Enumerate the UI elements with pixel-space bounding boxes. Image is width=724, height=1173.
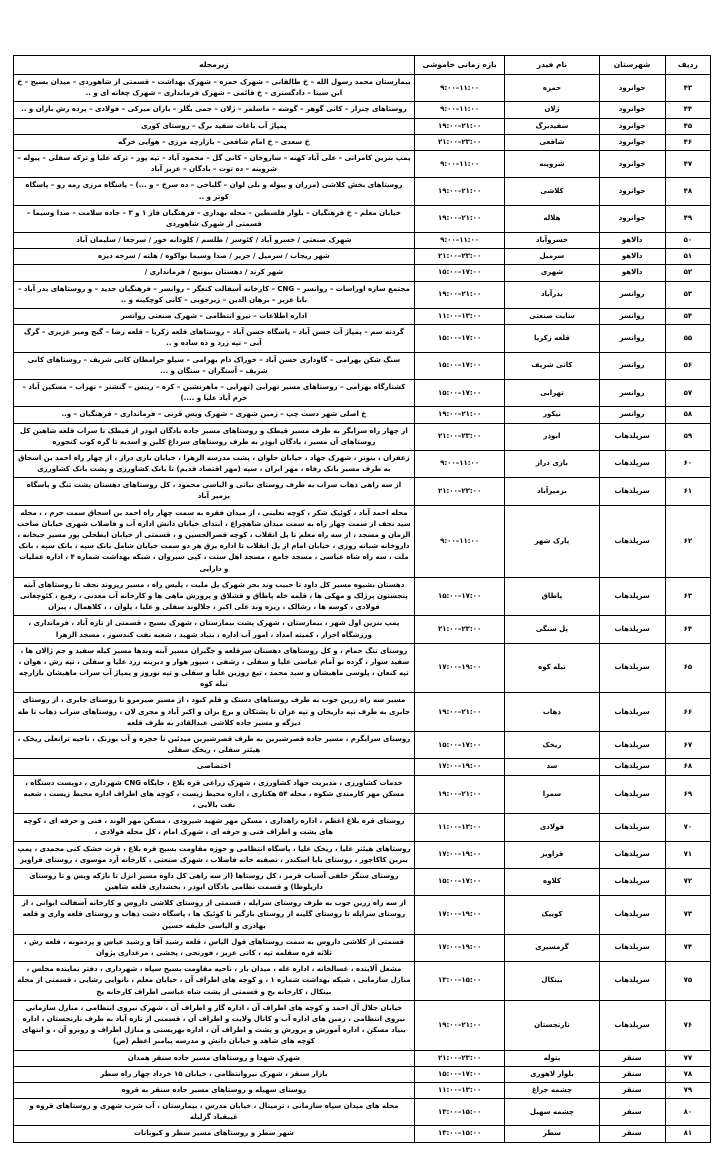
feeder-name-cell: پاطاق (505, 577, 599, 616)
table-row (14, 577, 711, 616)
county-cell: روانسر (599, 379, 665, 406)
county-cell: جوانرود (599, 75, 665, 102)
county-cell: جوانرود (599, 205, 665, 232)
outage-time-cell: ۲۱:۰۰–۲۳:۰۰ (414, 478, 505, 505)
outage-time-cell: ۱۵:۰۰–۱۷:۰۰ (414, 379, 505, 406)
table-row (14, 178, 711, 205)
table-header-row (14, 56, 711, 75)
table-row (14, 102, 711, 118)
table-row (14, 1066, 711, 1082)
county-cell: سرپلذهاب (599, 759, 665, 775)
county-cell: روانسر (599, 309, 665, 325)
row-number-cell: ۵۹ (665, 423, 710, 450)
feeder-name-cell: کلاوه (505, 868, 599, 895)
sub-neighborhood-cell: روستای قره بلاغ اعظم ، اداره راهداری ، مسکن مهر شهید شیرودی ، مسکن مهر الوند ، فنی و حرفه ای ، کوچه های پشت و اطراف فنی و حرفه ای ، شهرک امام ، کل محله فولادی ، (14, 814, 415, 841)
row-number-cell: ۶۰ (665, 450, 710, 477)
table-row (14, 1126, 711, 1142)
county-cell: جوانرود (599, 118, 665, 134)
sub-neighborhood-cell: بیمارستان محمد رسول الله – خ طالقانی – شهرک حمزه – شهرک بهداشت – قسمتی از شاهوردی – میدان بسیج – خ ابن سینا – دادگستری – خ قائمی – شهرک فرمانداری – شهرک چغانه ای و .. (14, 75, 415, 102)
feeder-name-cell: بلوار لاهوری (505, 1066, 599, 1082)
row-number-cell: ۷۶ (665, 1000, 710, 1050)
table-row (14, 352, 711, 379)
table-row (14, 693, 711, 732)
table-row (14, 1099, 711, 1126)
row-number-cell: ۵۴ (665, 309, 710, 325)
county-cell: دالاهو (599, 265, 665, 281)
outage-time-cell: ۱۷:۰۰–۱۹:۰۰ (414, 896, 505, 935)
table-row (14, 75, 711, 102)
table-row (14, 281, 711, 308)
feeder-name-cell: قلعه زکریا (505, 325, 599, 352)
sub-neighborhood-cell: شهر سطر و روستاهای مسیر سطر و کیونانات (14, 1126, 415, 1142)
outage-time-cell: ۱۵:۰۰–۱۷:۰۰ (414, 577, 505, 616)
county-cell: سرپلذهاب (599, 505, 665, 577)
sub-neighborhood-cell: خیابان معلم – خ فرهنگیان – بلوار فلسطین – محله بهداری – فرهنگیان فاز ۱ و ۳ – جاده سلامت – صدا وسیما – قسمتی از شهرک شاهوردی (14, 205, 415, 232)
table-row (14, 616, 711, 643)
sub-neighborhood-cell: شهرک شهدا و روستاهای مسیر جاده سنقر همدان (14, 1050, 415, 1066)
sub-neighborhood-cell: روستای سهیله و روستاهای مسیر جاده سنقر به قروه (14, 1082, 415, 1098)
outage-time-cell: ۱۷:۰۰–۱۹:۰۰ (414, 841, 505, 868)
sub-neighborhood-cell: سنگ شکن بهرامی – گاوداری حسن آباد – خوراک دام بهرامی – سیلو جرامطان کانی شریف – روستاهای کانی شریف – آسنگران – سنگان و ... (14, 352, 415, 379)
row-number-cell: ۷۳ (665, 896, 710, 935)
sub-neighborhood-cell: محله های میدان سپاه سازمانی ، ترمینال ، خیابان مدرس ، بیمارستان ، آب شرب شهری و روستاهای قروه و غیبقباد گزلیله (14, 1099, 415, 1126)
table-row (14, 643, 711, 693)
county-cell: سرپلذهاب (599, 868, 665, 895)
county-cell: سنقر (599, 1099, 665, 1126)
outage-time-cell: ۱۳:۰۰–۱۵:۰۰ (414, 1126, 505, 1142)
feeder-name-cell: ریخک (505, 732, 599, 759)
county-cell: سرپلذهاب (599, 896, 665, 935)
outage-time-cell: ۱۷:۰۰–۱۹:۰۰ (414, 759, 505, 775)
outage-time-cell: ۱۹:۰۰–۲۱:۰۰ (414, 693, 505, 732)
sub-neighborhood-cell: خ اصلی شهر دست چپ – زمین شهری – شهرک ویس قرنی – فرمانداری – فرهنگیان – و.. (14, 407, 415, 423)
row-number-cell: ۵۱ (665, 249, 710, 265)
county-cell: سرپلذهاب (599, 643, 665, 693)
county-cell: جوانرود (599, 178, 665, 205)
sub-neighborhood-cell: شهر ریجاب / سرمیل / حریر / صدا وسیما نواکوه / هلته / سرخه دیزه (14, 249, 415, 265)
outage-time-cell: ۲۱:۰۰–۲۳:۰۰ (414, 616, 505, 643)
feeder-name-cell: پل سنگی (505, 616, 599, 643)
sub-neighborhood-cell: از چهار راه سرایگر به طرف مسیر قیطک و روستاهای مسیر جاده بادگان ابوذر از قیطک تا سراب قلعه شاهین کل روستاهای آن مسیر ، بادگان ابوذر به طرف روستاهای سرداغ کلین و اسدیه تا گره کوب کنجوره (14, 423, 415, 450)
table-row (14, 962, 711, 1001)
feeder-name-cell: سرمیل (505, 249, 599, 265)
outage-time-cell: ۱۷:۰۰–۱۹:۰۰ (414, 934, 505, 961)
county-cell: سرپلذهاب (599, 962, 665, 1001)
table-row (14, 134, 711, 150)
feeder-name-cell: نارنجستان (505, 1000, 599, 1050)
outage-time-cell: ۹:۰۰–۱۱:۰۰ (414, 75, 505, 102)
row-number-cell: ۶۲ (665, 505, 710, 577)
county-cell: سنقر (599, 1126, 665, 1142)
county-cell: روانسر (599, 325, 665, 352)
feeder-name-cell: بدرآباد (505, 281, 599, 308)
outage-time-cell: ۱۹:۰۰–۲۱:۰۰ (414, 118, 505, 134)
sub-neighborhood-cell: خیابان جلال آل احمد و کوچه های اطراف آن ، اداره گاز و اطراف آن ، شهرک نیروی انتظامی ، منازل سازمانی نیروی انتظامی ، زمین های اداره آب و کانال ولایت و اطراف آن ، قسمتی از تازه آباد به طرف نارنجستان ، اداره بنیاد مسکن ، اداره آموزش و پرورش و پشت و اطراف آن ، اداره بهزیستی و منازل اطراف و روبرو آن ، و انتهای کوچه های شاهد و خیابان دانش و مدرسه پیامبر اعظم (ص) (14, 1000, 415, 1050)
feeder-name-cell: سایت صنعتی (505, 309, 599, 325)
sub-neighborhood-cell: اداره اطلاعات – نیرو انتظامی – شهرک صنعتی روانسر (14, 309, 415, 325)
outage-time-cell: ۱۷:۰۰–۱۹:۰۰ (414, 643, 505, 693)
county-cell: سرپلذهاب (599, 450, 665, 477)
table-row (14, 841, 711, 868)
row-number-cell: ۴۹ (665, 205, 710, 232)
sub-neighborhood-cell: از سه راه زرین جوب به طرف روستای سراپله ، قسمتی از روستای کلاشی داروس و کارخانه آسفالت ایوانی ، از روستای سراپله تا روستای گلینه از روستای بازگیر تا کوئیک ها ، پاسگاه دشت ذهاب و روستای قلعه واری و قلعه بهادری و الیاسی خلیفه حسین (14, 896, 415, 935)
outage-time-cell: ۹:۰۰–۱۱:۰۰ (414, 505, 505, 577)
sub-neighborhood-cell: زعفران ، بنوتر ، شهرک جهاد ، خیابان حلوان ، پشت مدرسه الزهرا ، خیابان بازی دراز ، از چهار راه احمد بن اسحاق به طرف مسیر بانک رفاه ، مهر ایران ، سپه (مهر اقتصاد قدیم) تا بانک کشاورزی و پشت بانک کشاورزی (14, 450, 415, 477)
row-number-cell: ۵۵ (665, 325, 710, 352)
sub-neighborhood-cell: روستاهای هیئتر علیا ، ریخک علیا ، پاسگاه انتظامی و حوزه مقاومت بسیج قره بلاغ ، قرث خشک کنی محمدی ، پمپ بنزین کاکاجور ، روستای بابا اسکندر ، تصفیه خانه فاضلاب ، شهرک صنعتی ، کارخانه آرد موسوی ، روستای قراویز (14, 841, 415, 868)
feeder-name-cell: فولادی (505, 814, 599, 841)
sub-neighborhood-cell: روستاهای بخش کلاشی (مزران و پیوله و بلی لوان – گلباخی – ده سرخ – و ...) – پاسگاه مرزی رمه رو – پاسگاه کوتر و .. (14, 178, 415, 205)
county-cell: روانسر (599, 407, 665, 423)
outage-time-cell: ۱۵:۰۰–۱۷:۰۰ (414, 265, 505, 281)
feeder-name-cell: کوییک (505, 896, 599, 935)
county-cell: سنقر (599, 1066, 665, 1082)
sub-neighborhood-cell: پمپاژ آب باغات سفید برگ – روستای کوری (14, 118, 415, 134)
feeder-name-cell: ذهاب (505, 693, 599, 732)
table-row (14, 118, 711, 134)
row-number-cell: ۶۳ (665, 577, 710, 616)
county-cell: سرپلذهاب (599, 775, 665, 814)
outage-time-cell: ۱۹:۰۰–۲۱:۰۰ (414, 178, 505, 205)
header-sub-neighborhood: زیرمحله (14, 56, 415, 75)
outage-time-cell: ۱۳:۰۰–۱۵:۰۰ (414, 1099, 505, 1126)
outage-time-cell: ۹:۰۰–۱۱:۰۰ (414, 150, 505, 177)
row-number-cell: ۵۷ (665, 379, 710, 406)
outage-time-cell: ۱۹:۰۰–۲۱:۰۰ (414, 1000, 505, 1050)
feeder-name-cell: سمرا (505, 775, 599, 814)
header-county: شهرستان (599, 56, 665, 75)
row-number-cell: ۶۷ (665, 732, 710, 759)
county-cell: سرپلذهاب (599, 478, 665, 505)
sub-neighborhood-cell: روستای تنگ حمام ، و کل روستاهای دهستان سرقلعه و جگیران مسیر آبنه وندها مسیر کیله سفید و جم ژالان ها ، سفید سوار ، گرده نو آمام عباسی علیا و سفلی ، رشفی ، سپور هوار و دیرینه زرد علیا و سفلی ، تپه رش ، هوان ، تپه کنعان ، پلوسی ماهیشان و سید محمد ، تیغ روزین علیا و سفلی و تپه نوروز و پمپاژ آب سراب ماهیشان بازارچه تیله کوه (14, 643, 415, 693)
table-row (14, 505, 711, 577)
county-cell: دالاهو (599, 249, 665, 265)
row-number-cell: ۵۰ (665, 233, 710, 249)
sub-neighborhood-cell: خدمات کشاورزی ، مدیریت جهاد کشاورزی ، شهرک زراعی قره بلاغ ، جایگاه CNG شهرداری ، دویست دستگاه ، مسکن مهر کارمندی شکوه ، محله ۵۴ هکتاری ، اداره محیط زیست ، کوچه های اطراف اداره محیط زیست ، شعبه نفت بالایی ، (14, 775, 415, 814)
table-row (14, 896, 711, 935)
row-number-cell: ۷۲ (665, 868, 710, 895)
table-row (14, 868, 711, 895)
feeder-name-cell: پارک شهر (505, 505, 599, 577)
feeder-name-cell: چشمه جراغ (505, 1082, 599, 1098)
outage-time-cell: ۱۹:۰۰–۲۱:۰۰ (414, 775, 505, 814)
table-row (14, 407, 711, 423)
feeder-name-cell: کانی شریف (505, 352, 599, 379)
sub-neighborhood-cell: پمپ بنزین کامرانی – علی آباد کهنه – ساروخان – کانی گل – محمود آباد – تپه پور – ترکه علیا و ترکه سفلی – پیوله – شروینه – ده توت – بادگان – عزیز آباد (14, 150, 415, 177)
outage-schedule-table (13, 55, 711, 1143)
outage-time-cell: ۱۵:۰۰–۱۷:۰۰ (414, 732, 505, 759)
county-cell: سرپلذهاب (599, 423, 665, 450)
outage-time-cell: ۲۱:۰۰–۲۳:۰۰ (414, 423, 505, 450)
row-number-cell: ۶۹ (665, 775, 710, 814)
row-number-cell: ۸۱ (665, 1126, 710, 1142)
header-row-number: ردیف (665, 56, 710, 75)
outage-time-cell: ۹:۰۰–۱۱:۰۰ (414, 450, 505, 477)
row-number-cell: ۶۱ (665, 478, 710, 505)
county-cell: سرپلذهاب (599, 616, 665, 643)
row-number-cell: ۷۴ (665, 934, 710, 961)
row-number-cell: ۶۴ (665, 616, 710, 643)
table-row (14, 249, 711, 265)
header-outage-time-range: بازه زمانی خاموشی (414, 56, 505, 75)
feeder-name-cell: بازی دراز (505, 450, 599, 477)
outage-time-cell: ۱۳:۰۰–۱۵:۰۰ (414, 962, 505, 1001)
row-number-cell: ۴۵ (665, 118, 710, 134)
outage-time-cell: ۹:۰۰–۱۱:۰۰ (414, 233, 505, 249)
feeder-name-cell: سفیدبرگ (505, 118, 599, 134)
outage-time-cell: ۱۱:۰۰–۱۳:۰۰ (414, 309, 505, 325)
row-number-cell: ۵۶ (665, 352, 710, 379)
outage-time-cell: ۱۱:۰۰–۱۳:۰۰ (414, 814, 505, 841)
feeder-name-cell: ژلان (505, 102, 599, 118)
row-number-cell: ۷۰ (665, 814, 710, 841)
county-cell: جوانرود (599, 102, 665, 118)
sub-neighborhood-cell: پمپ بنزین اول شهر ، بیمارستان ، شهرک پشت بیمارستان ، شهرک بسیج ، قسمتی از تازه آباد ، فرمانداری ، ورزشگاه احرار ، کمیته امداد ، امور آب اداره ، بنیاد شهید ، شعبه نفت کندسوز ، مسجد الزهرا (14, 616, 415, 643)
header-feeder-name: نام فیدر (505, 56, 599, 75)
feeder-name-cell: شافعی (505, 134, 599, 150)
sub-neighborhood-cell: روستای سرایگرم ، مسیر جاده قصرشیرین به طرف قصرشیرین میدئین تا حجره و آب بوزنک ، ناحیه ترانعلی ریخک ، هیئتر سفلی ، ریخک سفلی (14, 732, 415, 759)
row-number-cell: ۵۳ (665, 281, 710, 308)
row-number-cell: ۶۸ (665, 759, 710, 775)
sub-neighborhood-cell: محله احمد آباد ، کوئیک شکر ، کوچه نعلینی ، از میدان فقره به سمت چهار راه احمد بن اسحاق سمت حرم ، ، محله سید نجف از سمت چهار راه به سمت میدان شاهچراغ ، ابتدای خیابان دانش اداره آب و فاضلاب شهری خیابان صاحب الزمان و مسجد ، از سه راه معلم تا پل انقلاب ، کوچه قصرالحسین و ، قسمتی از خیابان ابطحلی پور مسیر جبخانه ، داروخانه شبانه روزی ، خیابان امام از پل انقلاب تا اداره برق هر دو سمت خیابان شامل بانک سپه ، بانک سپه ، بانک ملت ، سه راه شاه عباسی ، مسجد جامع ، مسجد اهل سنت ، کپی سیروان ، شبکه بهداشت شماره ۴ ، اداره عملیات و دارایی (14, 505, 415, 577)
sub-neighborhood-cell: دهستان بشیوه مسیر کل داود تا حبیب وند بجز شهرک پل ملیت ، پلیس راه ، مسیر ریزوند نجف تا روستاهای آبنه پتجستون پرژلک و مهکی ها ، قلمه خله پاطاق و قشلاق و پرورش ماهی ها و کارخانه آب معدنی ، رفیع ، کئوچغانی فولادی ، کوسه ها ، رشالک ، ریزه وند علی اکبر ، جلالوند سفلی و علیا ، پلوان ، ، کلاهمال ، پیران (14, 577, 415, 616)
county-cell: سرپلذهاب (599, 732, 665, 759)
row-number-cell: ۷۹ (665, 1082, 710, 1098)
county-cell: سرپلذهاب (599, 693, 665, 732)
county-cell: سرپلذهاب (599, 841, 665, 868)
table-row (14, 309, 711, 325)
sub-neighborhood-cell: مشعل آلاینده ، غسالخانه ، اداره غله ، میدان بار ، ناحیه مقاومت بسیج سپاه ، شهرداری ، دفتر نماینده مجلس ، منازل سازمانی ، شبکه بهداشت شماره ۱ ، و کوچه های اطراف آن ، خیابان معلم ، نانوایی رشایی ، قسمتی از محله بینکال ، کارخانه یخ و قسمتی از پشت شاه عباسی اطراف کارخانه یخ (14, 962, 415, 1001)
row-number-cell: ۶۵ (665, 643, 710, 693)
table-row (14, 732, 711, 759)
table-row (14, 233, 711, 249)
feeder-name-cell: هلاله (505, 205, 599, 232)
table-row (14, 265, 711, 281)
outage-time-cell: ۱۵:۰۰–۱۷:۰۰ (414, 1066, 505, 1082)
county-cell: جوانرود (599, 134, 665, 150)
outage-time-cell: ۱۵:۰۰–۱۷:۰۰ (414, 325, 505, 352)
county-cell: سرپلذهاب (599, 1000, 665, 1050)
outage-time-cell: ۱۵:۰۰–۱۷:۰۰ (414, 352, 505, 379)
feeder-name-cell: بتوله (505, 1050, 599, 1066)
feeder-name-cell: بینکال (505, 962, 599, 1001)
county-cell: سرپلذهاب (599, 934, 665, 961)
sub-neighborhood-cell: بازار سنقر ، شهرک نیروانتظامی ، خیابان ۱۵ خرداد چهار راه سطر (14, 1066, 415, 1082)
sub-neighborhood-cell: روستای سنگر خلفی آسیاب قرمز ، کل روستاها (از سه راهی کل داوه مسیر انزل تا نازکه ویس و تا روستای داریلوطا) و قسمت نظامی بادگان ابوذر ، بخشداری قلعه شاهین (14, 868, 415, 895)
county-cell: سنقر (599, 1082, 665, 1098)
feeder-name-cell: قراویز (505, 841, 599, 868)
table-row (14, 423, 711, 450)
row-number-cell: ۷۵ (665, 962, 710, 1001)
outage-time-cell: ۱۹:۰۰–۲۱:۰۰ (414, 281, 505, 308)
outage-time-cell: ۲۱:۰۰–۲۳:۰۰ (414, 249, 505, 265)
table-row (14, 478, 711, 505)
sub-neighborhood-cell: شهرک صنعتی / خسرو آباد / کئوسز / طلسم / کلودانه خور / سرجغا / سلیمان آباد (14, 233, 415, 249)
feeder-name-cell: خسروآباد (505, 233, 599, 249)
table-row (14, 1082, 711, 1098)
sub-neighborhood-cell: گردنه سم – پمپاژ آب حسن آباد – پاسگاه حسن آباد – روستاهای قلعه زکریا – قلعه رضا – گیج ومیر عزیزی – گرگ آبی – تپه زرد و ده ساده و .. (14, 325, 415, 352)
feeder-name-cell: نیکور (505, 407, 599, 423)
county-cell: روانسر (599, 281, 665, 308)
row-number-cell: ۷۸ (665, 1066, 710, 1082)
row-number-cell: ۴۴ (665, 102, 710, 118)
row-number-cell: ۴۶ (665, 134, 710, 150)
sub-neighborhood-cell: شهر کرند / دهستان بیونیج / فرمانداری / (14, 265, 415, 281)
outage-time-cell: ۲۱:۰۰–۲۳:۰۰ (414, 1050, 505, 1066)
feeder-name-cell: شروینه (505, 150, 599, 177)
county-cell: جوانرود (599, 150, 665, 177)
county-cell: روانسر (599, 352, 665, 379)
feeder-name-cell: کلاشی (505, 178, 599, 205)
sub-neighborhood-cell: خ سعدی – خ امام شافعی – بازارچه مرزی – هوایی خرگه (14, 134, 415, 150)
sub-neighborhood-cell: اختصاصی (14, 759, 415, 775)
table-row (14, 814, 711, 841)
row-number-cell: ۷۱ (665, 841, 710, 868)
feeder-name-cell: گرمسیری (505, 934, 599, 961)
feeder-name-cell: چشمه سهیل (505, 1099, 599, 1126)
feeder-name-cell: ابوذر (505, 423, 599, 450)
row-number-cell: ۴۸ (665, 178, 710, 205)
table-row (14, 379, 711, 406)
outage-time-cell: ۱۹:۰۰–۲۱:۰۰ (414, 205, 505, 232)
table-row (14, 759, 711, 775)
feeder-name-cell: سد (505, 759, 599, 775)
table-row (14, 205, 711, 232)
sub-neighborhood-cell: روستاهای چنزار – کانی گوهر – گوشه – ماسلمر – ژلان – جمی بگلر – بازان میرکی – فولادی – پرده رش بازان و .. (14, 102, 415, 118)
table-row (14, 450, 711, 477)
feeder-name-cell: سطر (505, 1126, 599, 1142)
row-number-cell: ۵۲ (665, 265, 710, 281)
outage-time-cell: ۹:۰۰–۱۱:۰۰ (414, 102, 505, 118)
row-number-cell: ۶۶ (665, 693, 710, 732)
row-number-cell: ۸۰ (665, 1099, 710, 1126)
table-row (14, 1050, 711, 1066)
sub-neighborhood-cell: قسمتی از کلاشی داروس به سمت روستاهای قول الیاس ، قلعه رشید آقا و رشید عباس و پردمونه ، قلعه رش ، ثلاثه قره سقلمه تپه ، کانی عزیز ، فورنجی ، پخشی ، مرغداری پژوان (14, 934, 415, 961)
county-cell: دالاهو (599, 233, 665, 249)
sub-neighborhood-cell: مسیر سه راه زرین جوب به طرف روستاهای دستک و قلم کبود ، از مسیر صیرمرو تا روستای جابری ، از روستای جابری به طرف تپه داریخان و تپه عزان تا پشتکان و برغ بزان و اکبر آباد و مجری لان ، روستاهای سراب ذهاب تا طه دیزگه و مسیر جاده کلاشی عبدالقادر به طرف قلعه (14, 693, 415, 732)
feeder-name-cell: تیله کوه (505, 643, 599, 693)
table-row (14, 150, 711, 177)
table-row (14, 1000, 711, 1050)
outage-time-cell: ۱۵:۰۰–۱۷:۰۰ (414, 868, 505, 895)
feeder-name-cell: بزمیرآباد (505, 478, 599, 505)
feeder-name-cell: تهرابی (505, 379, 599, 406)
county-cell: سرپلذهاب (599, 814, 665, 841)
row-number-cell: ۷۷ (665, 1050, 710, 1066)
sub-neighborhood-cell: کشتارگاه بهرامی – روستاهای مسیر تهرابی (تهرابی – ماهرنشین – کره – رییس – گنشتر – تهراب – مسکین آباد – خرم آباد علیا و ....) (14, 379, 415, 406)
table-row (14, 934, 711, 961)
row-number-cell: ۴۳ (665, 75, 710, 102)
sub-neighborhood-cell: مجتمع سازه اوراسات – روانسر – CNG – کارخانه آسفالت کنعگر – روانسر – فرهنگیان جدید – و روستاهای بدر آباد – بابا عزیز – برهان الدین – زیرجویی – کانی کوچکینه و .. (14, 281, 415, 308)
row-number-cell: ۵۸ (665, 407, 710, 423)
sub-neighborhood-cell: از سه راهی ذهاب سراب به طرف روستای نیانی و الیاسی محمود ، کل روستاهای دهستان پشت تنگ و پاسگاه بزمیر آباد (14, 478, 415, 505)
feeder-name-cell: شهری (505, 265, 599, 281)
outage-time-cell: ۱۹:۰۰–۲۱:۰۰ (414, 407, 505, 423)
row-number-cell: ۴۷ (665, 150, 710, 177)
feeder-name-cell: حمزه (505, 75, 599, 102)
outage-time-cell: ۱۱:۰۰–۱۳:۰۰ (414, 1082, 505, 1098)
outage-time-cell: ۲۱:۰۰–۲۳:۰۰ (414, 134, 505, 150)
county-cell: سنقر (599, 1050, 665, 1066)
table-row (14, 775, 711, 814)
county-cell: سرپلذهاب (599, 577, 665, 616)
table-row (14, 325, 711, 352)
